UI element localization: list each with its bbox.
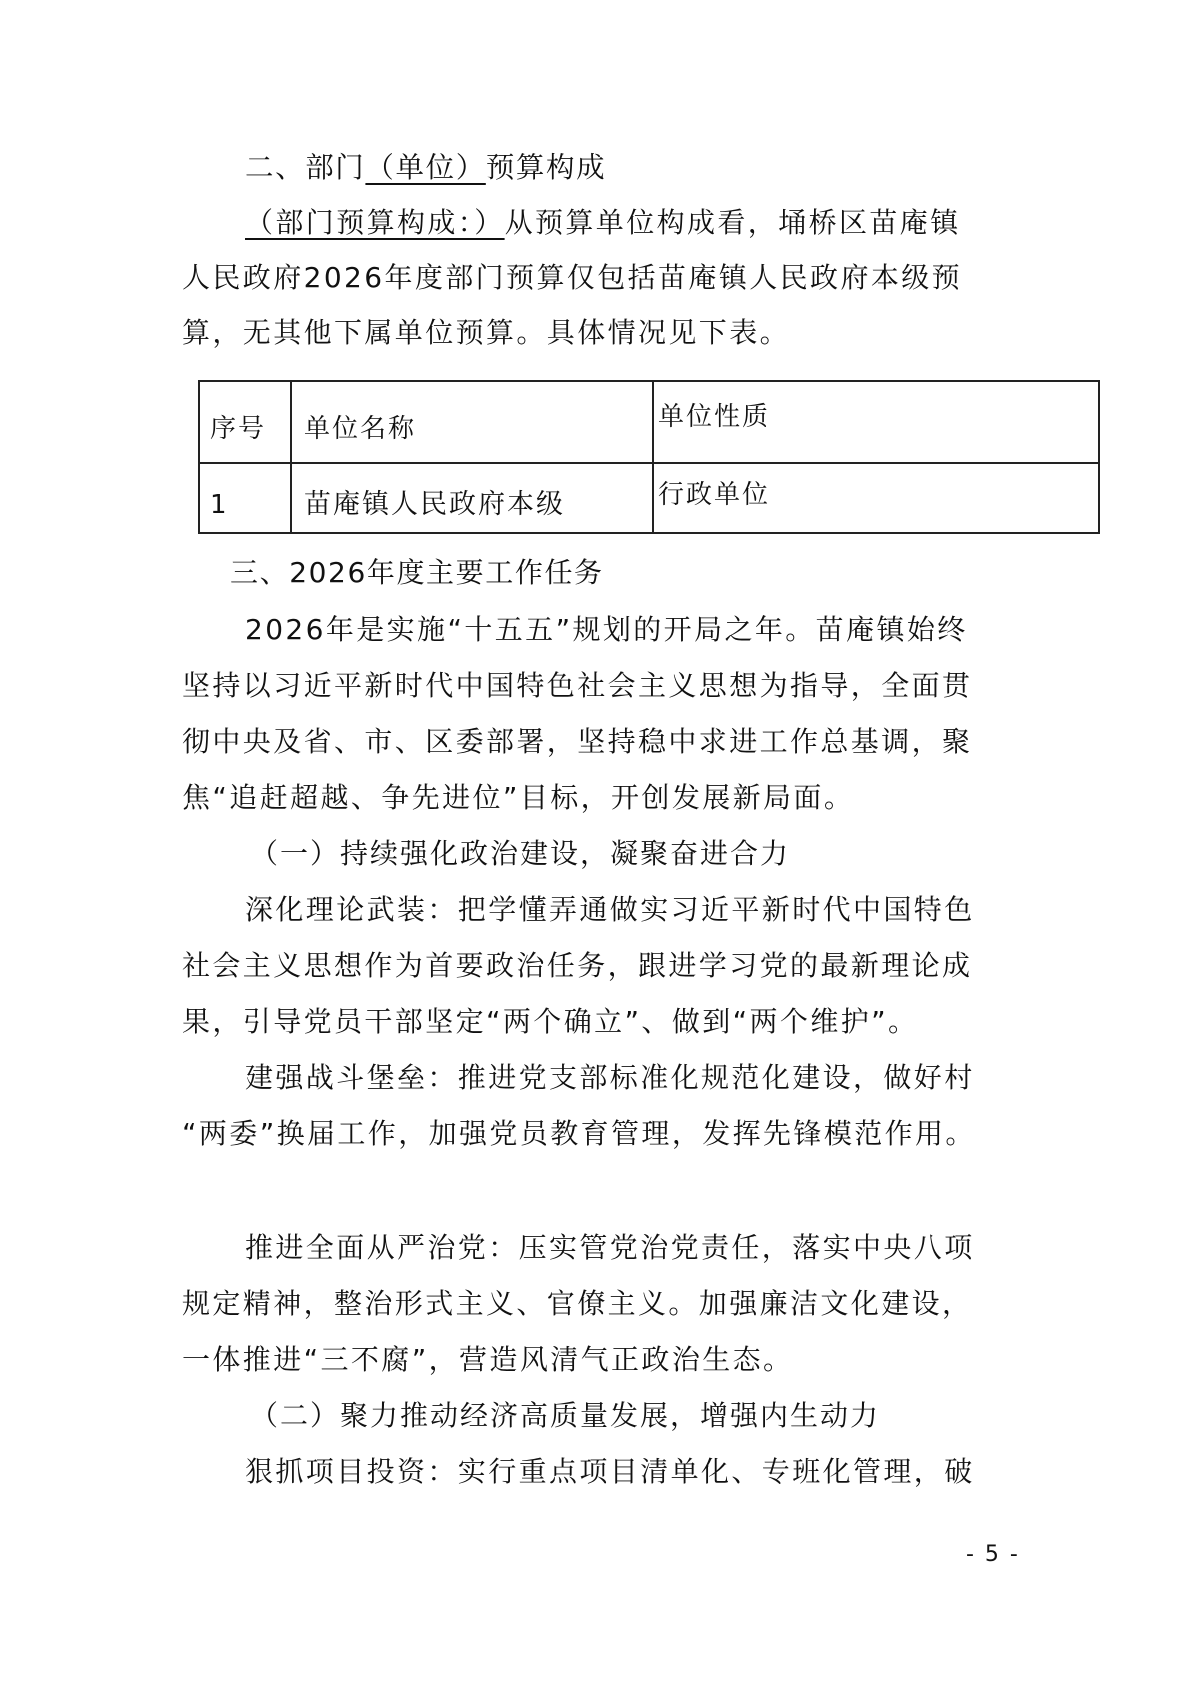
section-heading-budget-composition — [245, 148, 606, 188]
para1-line-4: 焦“追赶超越、争先进位”目标，开创发展新局面。 — [182, 781, 855, 814]
header-cell-index: 序号 — [210, 414, 267, 444]
para2-line-1: 深化理论武装：把学懂弄通做实习近平新时代中国特色 — [245, 893, 975, 926]
intro-underlined-label: （部门预算构成：） — [245, 206, 505, 239]
header-cell-unit-name: 单位名称 — [304, 414, 417, 444]
para1-line-3: 彻中央及省、市、区委部署，坚持稳中求进工作总基调，聚 — [182, 725, 973, 758]
intro-line-1 — [245, 203, 961, 243]
heading-prefix: 二、部门 — [245, 151, 366, 184]
page-number: - 5 - — [966, 1542, 1020, 1567]
column-divider — [652, 464, 654, 534]
header-cell-unit-type: 单位性质 — [658, 402, 771, 432]
table-cell-unit-name: 苗庵镇人民政府本级 — [304, 489, 565, 520]
subheading-political-building: （一）持续强化政治建设，凝聚奋进合力 — [250, 837, 791, 870]
para4-line-1: 推进全面从严治党：压实管党治党责任，落实中央八项 — [245, 1231, 975, 1264]
subheading-economic-development: （二）聚力推动经济高质量发展，增强内生动力 — [250, 1399, 881, 1432]
para1-line-1: 2026年是实施“十五五”规划的开局之年。苗庵镇始终 — [245, 613, 968, 646]
intro-line-1-text: 从预算单位构成看，埇桥区苗庵镇 — [504, 206, 961, 239]
para3-line-2: “两委”换届工作，加强党员教育管理，发挥先锋模范作用。 — [182, 1117, 976, 1150]
intro-line-2: 人民政府2026年度部门预算仅包括苗庵镇人民政府本级预 — [182, 261, 963, 294]
table-cell-index: 1 — [210, 490, 229, 520]
table-cell-unit-type: 行政单位 — [658, 480, 771, 510]
unit-table — [198, 380, 1100, 534]
table-row — [200, 464, 1098, 534]
intro-line-3: 算，无其他下属单位预算。具体情况见下表。 — [182, 316, 791, 349]
section-heading-main-tasks: 三、2026年度主要工作任务 — [230, 556, 604, 589]
para3-line-1: 建强战斗堡垒：推进党支部标准化规范化建设，做好村 — [245, 1061, 975, 1094]
para5-line-1: 狠抓项目投资：实行重点项目清单化、专班化管理，破 — [245, 1455, 975, 1488]
para2-line-3: 果，引导党员干部坚定“两个确立”、做到“两个维护”。 — [182, 1005, 919, 1038]
para2-line-2: 社会主义思想作为首要政治任务，跟进学习党的最新理论成 — [182, 949, 973, 982]
heading-underlined-part: （单位） — [365, 151, 486, 184]
column-divider — [290, 464, 292, 534]
para4-line-3: 一体推进“三不腐”，营造风清气正政治生态。 — [182, 1343, 794, 1376]
table-header-row — [200, 382, 1098, 464]
para4-line-2: 规定精神，整治形式主义、官僚主义。加强廉洁文化建设， — [182, 1287, 973, 1320]
heading-suffix: 预算构成 — [485, 151, 607, 184]
column-divider — [290, 382, 292, 462]
para1-line-2: 坚持以习近平新时代中国特色社会主义思想为指导，全面贯 — [182, 669, 973, 702]
column-divider — [652, 382, 654, 462]
